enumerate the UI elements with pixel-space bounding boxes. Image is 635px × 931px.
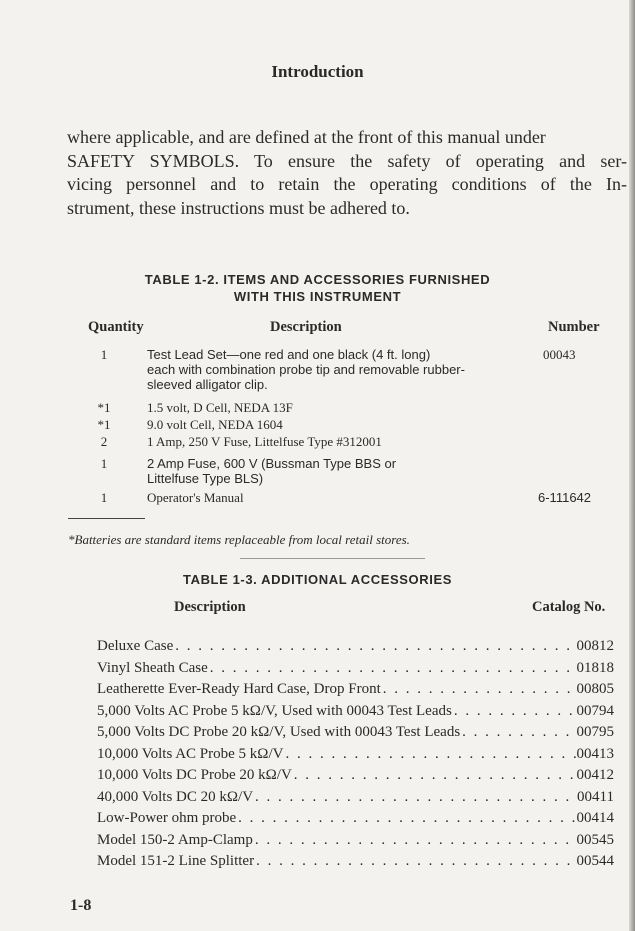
catalog-number: 00794 — [576, 702, 614, 719]
catalog-number: 00545 — [576, 831, 614, 848]
table-title-line: WITH THIS INSTRUMENT — [233, 289, 402, 304]
list-item — [97, 701, 614, 723]
accessory-description: 5,000 Volts DC Probe 20 kΩ/V, Used with 00043 Test Leads — [97, 724, 461, 740]
column-header-description: Description — [174, 599, 246, 615]
table-title-line: TABLE 1-2. ITEMS AND ACCESSORIES FURNISHED — [144, 272, 491, 287]
description-cell — [147, 456, 527, 486]
catalog-number: 00414 — [576, 810, 614, 826]
dot-leader — [253, 830, 577, 852]
quantity-cell: *1 — [97, 400, 111, 415]
dot-leader — [208, 658, 577, 680]
table-footnote: *Batteries are standard items replaceable from local retail stores. — [68, 532, 410, 547]
dot-leader — [253, 787, 577, 809]
paragraph-line: strument, these instructions must be adhered to. — [67, 197, 410, 218]
dot-leader — [236, 808, 576, 830]
description-line: sleeved alligator clip. — [147, 377, 268, 392]
quantity-cell: *1 — [97, 417, 111, 432]
accessory-description: 10,000 Volts DC Probe 20 kΩ/V — [97, 767, 292, 783]
description-line: Test Lead Set—one red and one black (4 ft. long) — [147, 347, 431, 362]
list-item — [97, 722, 614, 744]
description-line: Operator's Manual — [147, 490, 244, 505]
catalog-number: 00544 — [576, 853, 614, 869]
list-item — [97, 787, 614, 809]
column-header-catalog: Catalog No. — [532, 599, 606, 615]
description-line: Littelfuse Type BLS) — [147, 471, 264, 486]
quantity-cell: 2 — [100, 434, 108, 449]
accessory-description: Model 151-2 Line Splitter — [97, 853, 255, 869]
quantity-cell: 1 — [100, 490, 108, 505]
catalog-number: 00805 — [576, 681, 614, 697]
number-cell: 00043 — [543, 347, 576, 362]
quantity-cell: 1 — [100, 456, 108, 471]
accessory-description: 5,000 Volts AC Probe 5 kΩ/V, Used with 00043 Test Leads — [97, 702, 452, 719]
column-header-description: Description — [270, 319, 342, 335]
dot-leader — [292, 765, 577, 787]
paragraph-line: vicing personnel and to retain the operating conditions of the In- — [67, 174, 627, 194]
description-line: 1.5 volt, D Cell, NEDA 13F — [147, 400, 293, 415]
list-item — [97, 679, 614, 701]
accessory-description: Low-Power ohm probe — [97, 810, 237, 826]
catalog-number: 01818 — [576, 659, 614, 676]
list-item — [97, 744, 614, 766]
list-item — [97, 636, 614, 658]
accessories-list — [97, 636, 614, 873]
description-line: 9.0 volt Cell, NEDA 1604 — [147, 417, 283, 432]
divider — [240, 558, 425, 559]
quantity-cell: 1 — [100, 347, 108, 362]
paragraph-line: where applicable, and are defined at the front of this manual under — [67, 127, 546, 147]
catalog-number: 00411 — [577, 788, 614, 805]
list-item — [97, 765, 614, 787]
catalog-number: 00812 — [576, 638, 614, 654]
accessory-description: Model 150-2 Amp-Clamp — [97, 831, 253, 848]
column-header-quantity: Quantity — [88, 319, 144, 335]
description-cell — [147, 400, 527, 415]
table-1-3-title: TABLE 1-3. ADDITIONAL ACCESSORIES — [183, 572, 452, 587]
description-line: 1 Amp, 250 V Fuse, Littelfuse Type #312001 — [147, 434, 382, 449]
page-number: 1-8 — [70, 897, 92, 914]
description-line: each with combination probe tip and removable rubber- — [147, 362, 465, 377]
accessory-description: Leatherette Ever-Ready Hard Case, Drop Front — [97, 681, 381, 697]
footnote-rule — [68, 518, 145, 519]
dot-leader — [254, 851, 576, 873]
page-edge-shadow — [629, 0, 635, 931]
accessory-description: Vinyl Sheath Case — [97, 659, 208, 676]
dot-leader — [452, 701, 577, 723]
catalog-number: 00413 — [576, 745, 614, 762]
description-cell — [147, 417, 527, 432]
paragraph-line: SAFETY SYMBOLS. To ensure the safety of operating and ser- — [67, 150, 627, 171]
description-line: 2 Amp Fuse, 600 V (Bussman Type BBS or — [147, 456, 397, 471]
page-heading: Introduction — [271, 62, 364, 81]
dot-leader — [460, 722, 576, 744]
column-header-number: Number — [548, 319, 600, 335]
description-cell — [147, 347, 527, 392]
accessory-description: 10,000 Volts AC Probe 5 kΩ/V — [97, 745, 284, 762]
dot-leader — [283, 744, 576, 766]
accessory-description: 40,000 Volts DC 20 kΩ/V — [97, 788, 254, 805]
list-item — [97, 851, 614, 873]
intro-paragraph — [67, 126, 627, 220]
list-item — [97, 830, 614, 852]
catalog-number: 00795 — [576, 724, 614, 740]
number-cell: 6-111642 — [538, 490, 592, 505]
accessory-description: Deluxe Case — [97, 638, 174, 654]
table-1-2-title — [0, 271, 635, 305]
dot-leader — [381, 679, 577, 701]
list-item — [97, 658, 614, 680]
list-item — [97, 808, 614, 830]
description-cell — [147, 490, 527, 505]
catalog-number: 00412 — [576, 767, 614, 783]
dot-leader — [173, 636, 576, 658]
description-cell — [147, 434, 527, 449]
